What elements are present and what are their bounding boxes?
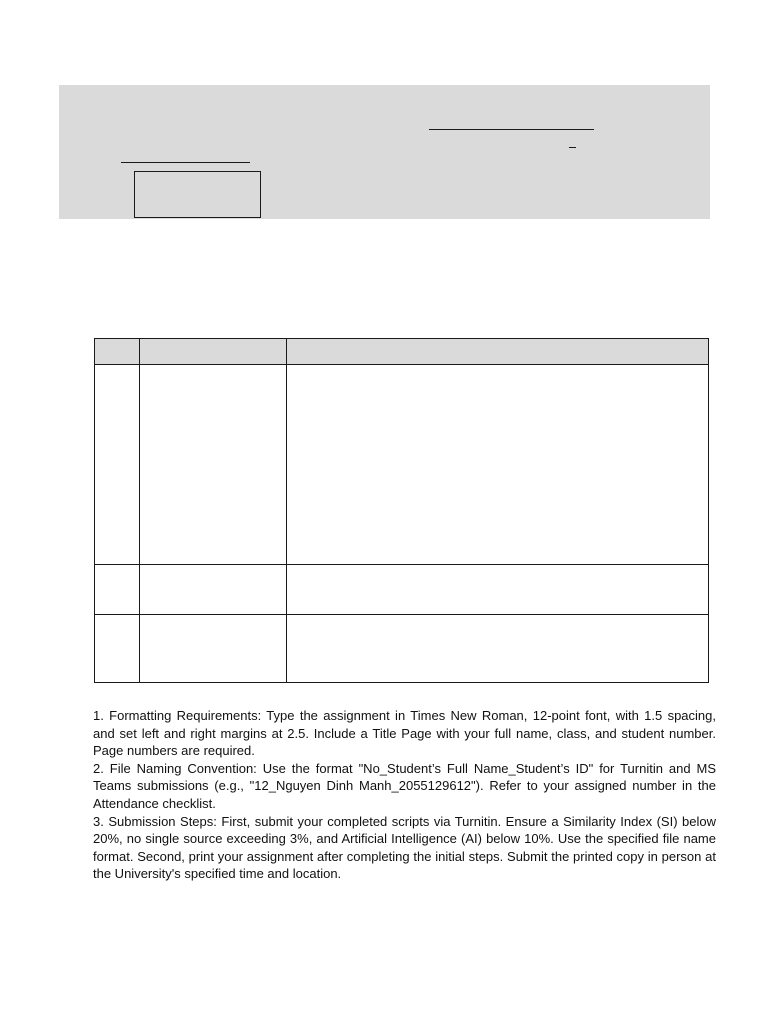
header-blank-line-short [569,147,576,148]
table-cell [95,615,140,683]
table-cell [140,339,287,365]
table-cell [140,365,287,565]
instruction-file-naming: 2. File Naming Convention: Use the format "No_Student’s Full Name_Student’s ID" for Turnitin and MS Teams submissions (e.g., "12_Nguyen Dinh Manh_2055129612"). Refer to your assigned number in the Attendance checklist. [93,760,716,811]
table-row [95,365,709,565]
table-cell [95,339,140,365]
submission-instructions [93,707,716,883]
table-header-row [95,339,709,365]
table-cell [287,339,709,365]
assignment-table [94,338,708,683]
table-row [95,615,709,683]
instruction-formatting: 1. Formatting Requirements: Type the assignment in Times New Roman, 12-point font, with 1.5 spacing, and set left and right margins at 2.5. Include a Title Page with your full name, class, and student number. Page numbers are required. [93,708,716,759]
header-band [59,85,710,219]
table-cell [140,565,287,615]
table-cell [95,565,140,615]
table-cell [287,365,709,565]
header-blank-line [429,129,594,130]
table-cell [287,615,709,683]
header-empty-box [134,171,261,218]
table-row [95,565,709,615]
table-cell [140,615,287,683]
header-blank-line [121,162,250,163]
table-cell [287,565,709,615]
table-cell [95,365,140,565]
instruction-submission: 3. Submission Steps: First, submit your completed scripts via Turnitin. Ensure a Similarity Index (SI) below 20%, no single source exceeding 3%, and Artificial Intelligence (AI) below 10%. Use the specified file name format. Second, print your assignment after completing the initial steps. Submit the printed copy in person at the University's specified time and location. [93,813,716,882]
